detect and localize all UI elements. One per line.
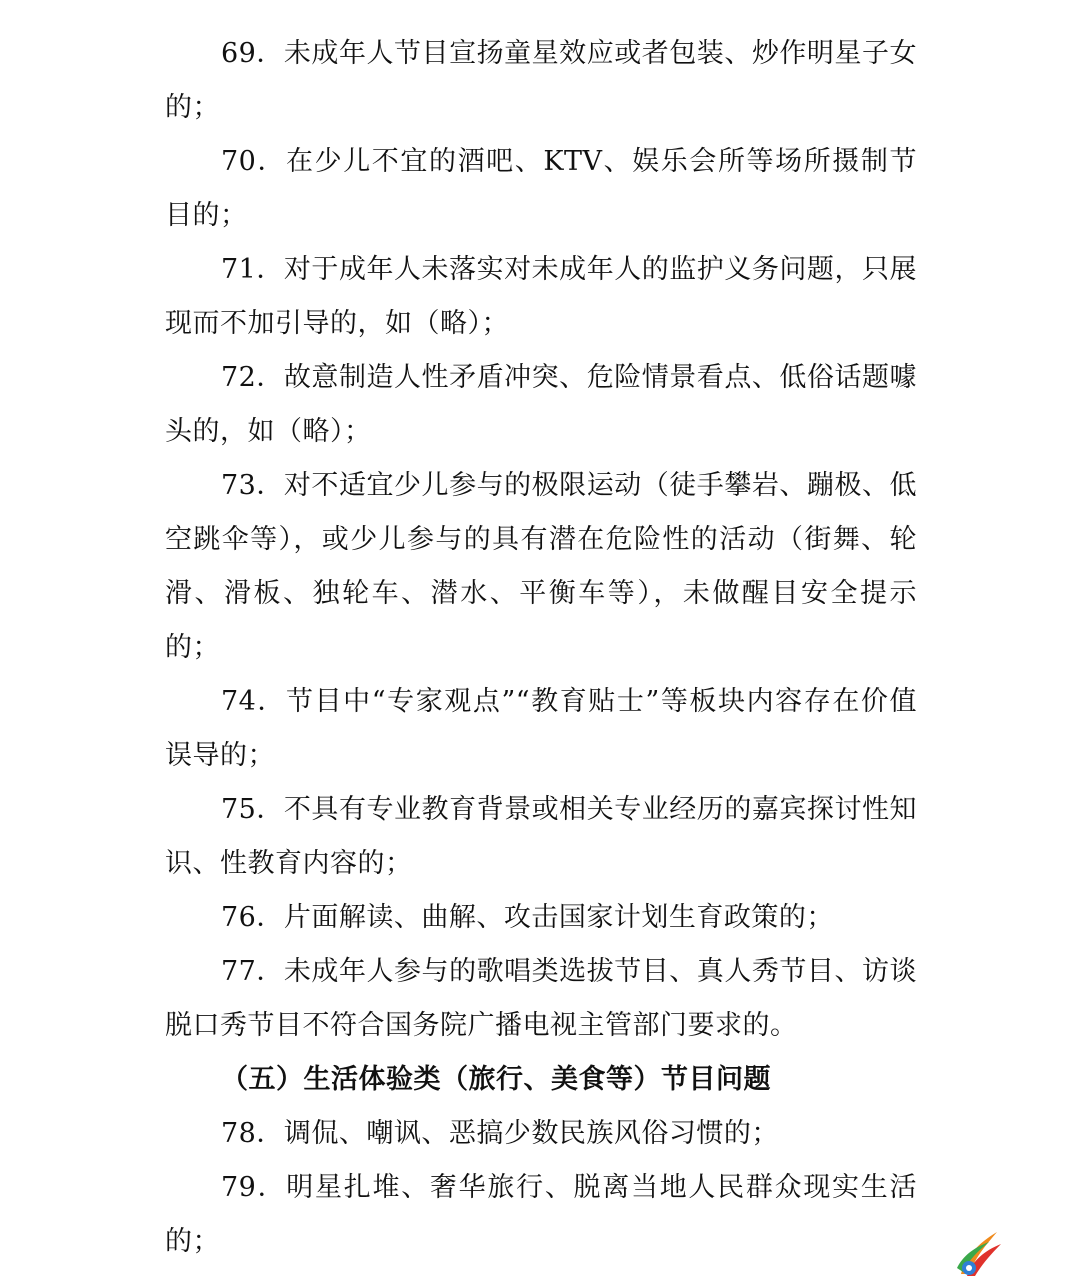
list-item-70: 70．在少儿不宜的酒吧、KTV、娱乐会所等场所摄制节目的； bbox=[165, 146, 917, 231]
list-item-74: 74．节目中“专家观点”“教育贴士”等板块内容存在价值误导的； bbox=[165, 686, 917, 771]
list-item-75: 75．不具有专业教育背景或相关专业经历的嘉宾探讨性知识、性教育内容的； bbox=[165, 794, 917, 879]
list-item-77: 77．未成年人参与的歌唱类选拔节目、真人秀节目、访谈脱口秀节目不符合国务院广播电视主管部门要求的。 bbox=[165, 956, 917, 1041]
list-item-79: 79．明星扎堆、奢华旅行、脱离当地人民群众现实生活的； bbox=[165, 1172, 917, 1257]
list-item-78: 78．调侃、嘲讽、恶搞少数民族风俗习惯的； bbox=[221, 1118, 779, 1149]
list-item-69: 69．未成年人节目宣扬童星效应或者包装、炒作明星子女的； bbox=[165, 38, 917, 123]
list-item-76: 76．片面解读、曲解、攻击国家计划生育政策的； bbox=[221, 902, 834, 933]
list-item-72: 72．故意制造人性矛盾冲突、危险情景看点、低俗话题噱头的，如（略）； bbox=[165, 362, 917, 447]
section-heading: （五）生活体验类（旅行、美食等）节目问题 bbox=[221, 1064, 771, 1095]
list-item-73: 73．对不适宜少儿参与的极限运动（徒手攀岩、蹦极、低空跳伞等），或少儿参与的具有潜在危险性的活动（街舞、轮滑、滑板、独轮车、潜水、平衡车等），未做醒目安全提示的； bbox=[165, 470, 917, 663]
broadcast-logo-icon bbox=[955, 1228, 1003, 1278]
list-item-71: 71．对于成年人未落实对未成年人的监护义务问题，只展现而不加引导的，如（略）； bbox=[165, 254, 917, 339]
document-page bbox=[165, 27, 917, 1269]
